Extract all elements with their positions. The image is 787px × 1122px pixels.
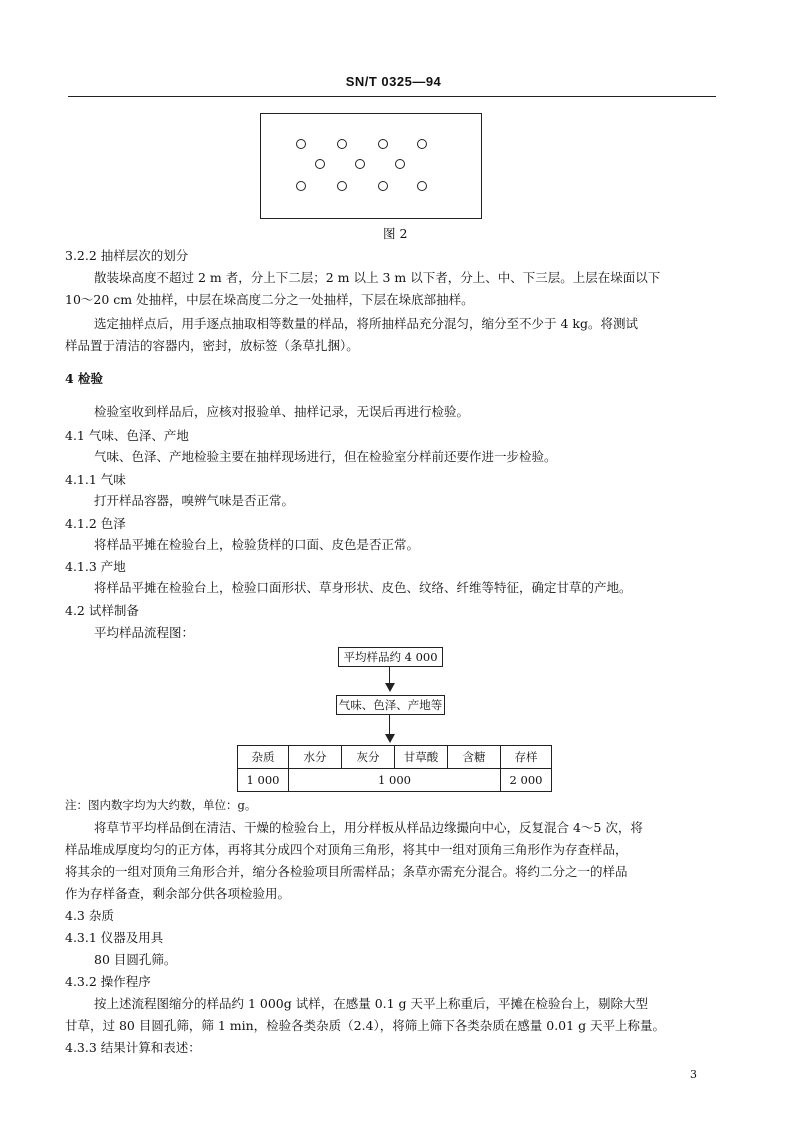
document-code: SN/T 0325—94	[345, 74, 442, 89]
section-4-3-3-heading: 4.3.3 结果计算和表述：	[65, 1040, 201, 1055]
table-cell-reserve: 2 000	[501, 769, 552, 792]
flow-intro: 平均样品流程图：	[94, 625, 195, 640]
table-header-cell: 甘草酸	[395, 746, 448, 769]
sampling-point	[378, 181, 388, 191]
paragraph-line: 散装垛高度不超过 2 m 者，分上下二层；2 m 以上 3 m 以下者，分上、中、下三层。上层在垛面以下	[94, 270, 661, 285]
section-4-3-heading: 4.3 杂质	[65, 908, 114, 923]
sampling-point	[337, 181, 347, 191]
section-4-1-heading: 4.1 气味、色泽、产地	[65, 428, 189, 443]
sampling-point	[378, 139, 388, 149]
paragraph-line: 将样品平摊在检验台上，检验货样的口面、皮色是否正常。	[94, 537, 420, 552]
section-4-1-1-heading: 4.1.1 气味	[65, 472, 126, 487]
section-4-1-2-heading: 4.1.2 色泽	[65, 516, 126, 531]
table-note: 注：图内数字均为大约数，单位：g。	[65, 798, 257, 812]
table-cell-tests: 1 000	[289, 769, 501, 792]
paragraph-line: 将其余的一组对顶角三角形合并，缩分各检验项目所需样品；条草亦需充分混合。将约二分之一的样品	[65, 864, 628, 879]
section-4-3-1-heading: 4.3.1 仪器及用具	[65, 930, 164, 945]
sampling-point	[355, 159, 365, 169]
paragraph-line: 作为存样备查，剩余部分供各项检验用。	[65, 886, 291, 901]
section-4-1-3-heading: 4.1.3 产地	[65, 559, 126, 574]
sampling-point-figure	[260, 113, 482, 219]
page-number: 3	[690, 1068, 697, 1081]
paragraph-line: 10～20 cm 处抽样，中层在垛高度二分之一处抽样，下层在垛底部抽样。	[65, 292, 474, 307]
section-3-2-2-heading: 3.2.2 抽样层次的划分	[65, 248, 189, 263]
paragraph-line: 样品置于清洁的容器内，密封，放标签（条草扎捆）。	[65, 338, 359, 353]
table-header-cell: 灰分	[342, 746, 395, 769]
section-4-2-heading: 4.2 试样制备	[65, 603, 139, 618]
paragraph-line: 按上述流程图缩分的样品约 1 000g 试样，在感量 0.1 g 天平上称重后，平摊在检验台上，剔除大型	[94, 996, 649, 1011]
flow-arrow-line	[389, 667, 390, 684]
header-rule	[68, 96, 716, 97]
sampling-point	[315, 159, 325, 169]
table-row	[238, 769, 552, 792]
sampling-point	[337, 139, 347, 149]
paragraph-line: 甘草，过 80 目圆孔筛，筛 1 min，检验各类杂质（2.4），将筛上筛下各类杂质在感量 0.01 g 天平上称量。	[65, 1018, 666, 1033]
table-header-row	[238, 746, 552, 769]
sampling-point	[296, 181, 306, 191]
flow-box-average-sample: 平均样品约 4 000	[338, 647, 443, 667]
sampling-point	[417, 181, 427, 191]
table-header-cell: 含糖	[448, 746, 501, 769]
paragraph-line: 将草节平均样品倒在清洁、干燥的检验台上，用分样板从样品边缘撮向中心，反复混合 4～5 次，将	[94, 820, 643, 835]
paragraph-line: 80 目圆孔筛。	[94, 952, 177, 967]
paragraph-line: 选定抽样点后，用手逐点抽取相等数量的样品，将所抽样品充分混匀，缩分至不少于 4 kg。将测试	[94, 316, 638, 331]
flow-arrow-line	[389, 715, 390, 734]
paragraph-line: 将样品平摊在检验台上，检验口面形状、草身形状、皮色、纹络、纤维等特征，确定甘草的产地。	[94, 580, 632, 595]
sampling-point	[296, 139, 306, 149]
sampling-point	[417, 139, 427, 149]
paragraph-line: 打开样品容器，嗅辨气味是否正常。	[94, 493, 295, 508]
table-header-cell: 杂质	[238, 746, 289, 769]
paragraph-line: 气味、色泽、产地检验主要在抽样现场进行，但在检验室分样前还要作进一步检验。	[94, 449, 557, 464]
paragraph-line: 样品堆成厚度均匀的正方体，再将其分成四个对顶角三角形，将其中一组对顶角三角形作为存查样品，	[65, 842, 628, 857]
figure-caption: 图 2	[383, 226, 408, 241]
sample-allocation-table	[237, 745, 552, 792]
table-header-cell: 水分	[289, 746, 342, 769]
flow-arrowhead	[385, 683, 395, 692]
flow-box-sensory-check: 气味、色泽、产地等	[336, 695, 445, 715]
paragraph-line: 检验室收到样品后，应核对报验单、抽样记录，无误后再进行检验。	[94, 404, 470, 419]
table-cell-impurity: 1 000	[238, 769, 289, 792]
section-4-heading: 4 检验	[65, 371, 104, 386]
section-4-3-2-heading: 4.3.2 操作程序	[65, 974, 151, 989]
flow-arrowhead	[385, 734, 395, 743]
sampling-point	[395, 159, 405, 169]
table-header-cell: 存样	[501, 746, 552, 769]
